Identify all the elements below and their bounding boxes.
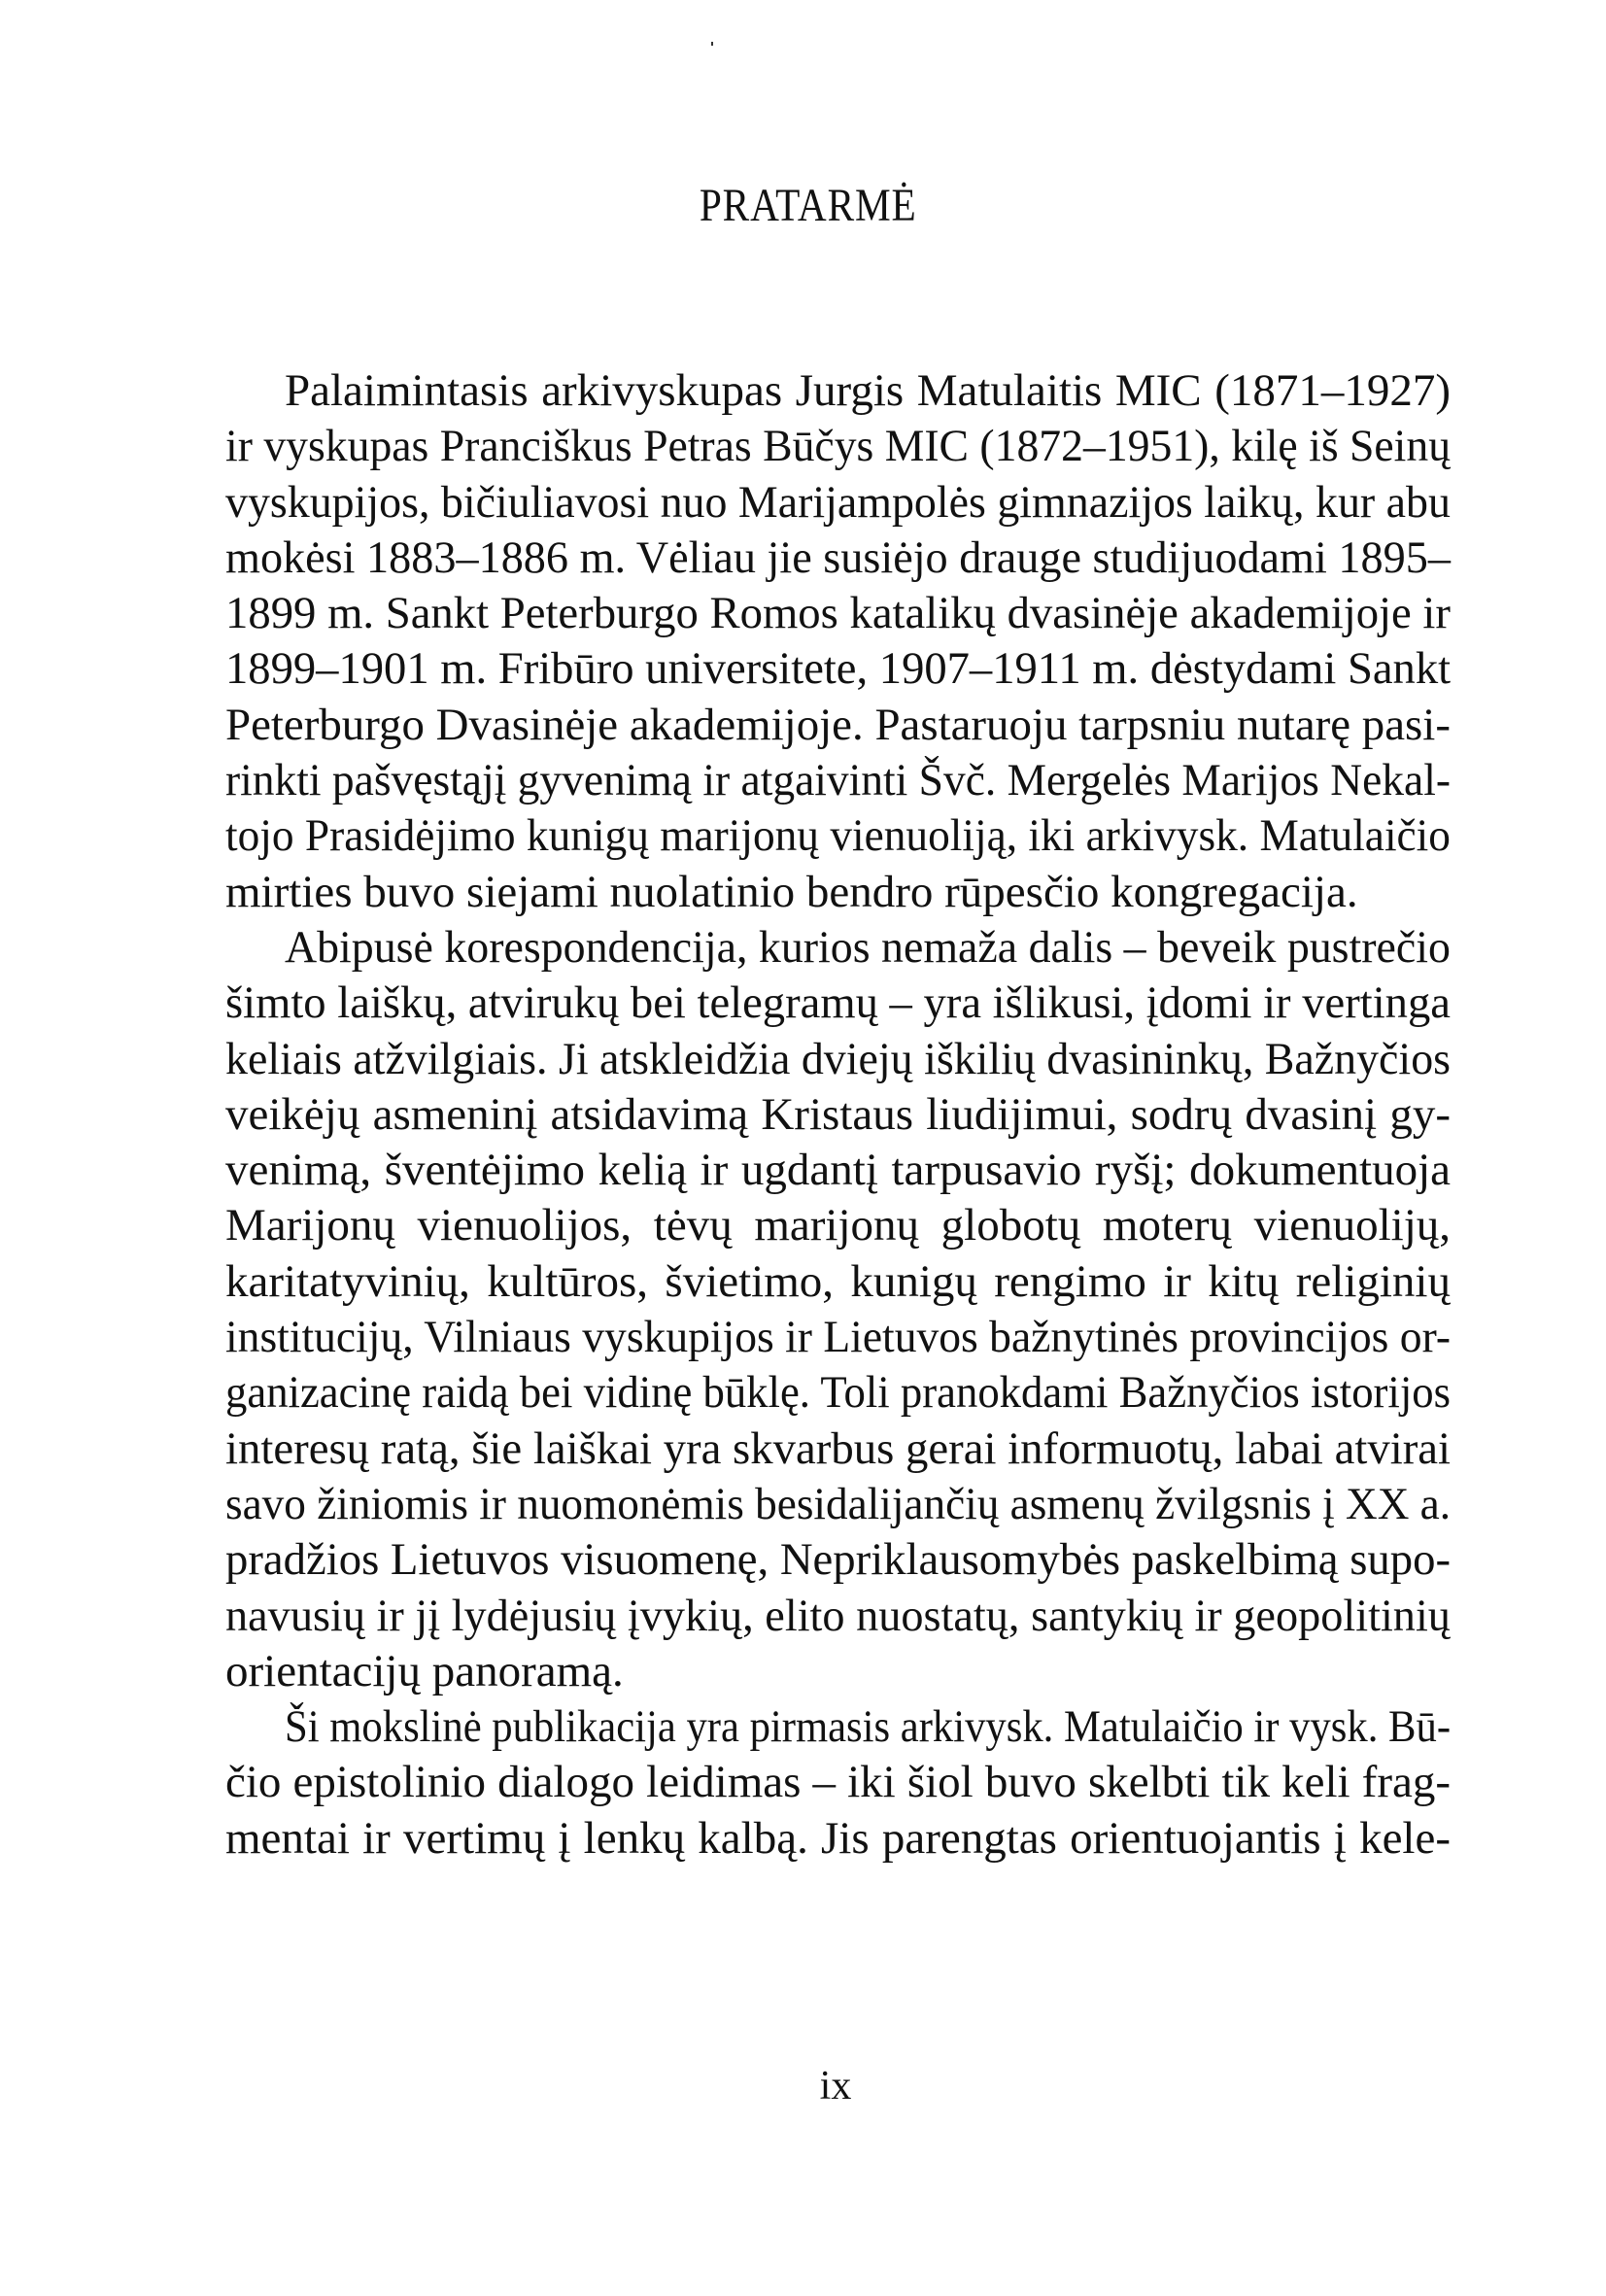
text-line: karitatyvinių, kultūros, švietimo, kunigų rengimo ir kitų religinių [225,1255,1451,1307]
text-line: vyskupijos, bičiuliavosi nuo Marijampolės gimnazijos laikų, kur abu [225,476,1451,528]
text-line: mentai ir vertimų į lenkų kalbą. Jis parengtas orientuojantis į kele- [225,1812,1451,1864]
text-line: tojo Prasidėjimo kunigų marijonų vienuoliją, iki arkivysk. Matulaičio [225,810,1451,862]
text-line: pradžios Lietuvos visuomenę, Nepriklausomybės paskelbimą supo- [225,1534,1452,1586]
text-line: Palaimintasis arkivyskupas Jurgis Matulaitis MIC (1871–1927) [285,365,1451,416]
body-text [225,363,1451,1867]
text-line: Abipusė korespondencija, kurios nemaža dalis – beveik pustrečio [284,921,1451,973]
page-number: ix [819,2064,852,2108]
text-line: mirties buvo siejami nuolatinio bendro rūpesčio kongregacija. [225,866,1358,917]
text-line: savo žiniomis ir nuomonėmis besidalijančių asmenų žvilgsnis į XX a. [225,1478,1452,1529]
paragraph-3 [225,1699,1451,1867]
text-line: Marijonų vienuolijos, tėvų marijonų globotų moterų vienuolijų, [225,1200,1451,1251]
text-line: venimą, šventėjimo kelią ir ugdantį tarpusavio ryšį; dokumentuoja [225,1145,1451,1196]
page-title: PRATARMĖ [699,180,917,231]
text-line: Peterburgo Dvasinėje akademijoje. Pastaruoju tarpsniu nutarę pasi- [225,699,1451,750]
text-line: Ši mokslinė publikacija yra pirmasis arkivysk. Matulaičio ir vysk. Bū- [285,1701,1452,1753]
paragraph-1 [225,363,1451,920]
text-line: institucijų, Vilniaus vyskupijos ir Lietuvos bažnytinės provincijos or- [225,1312,1452,1363]
text-line: šimto laiškų, atvirukų bei telegramų – yra išlikusi, įdomi ir vertinga [225,977,1451,1029]
text-line: orientacijų panoramą. [225,1645,624,1696]
paragraph-2 [225,920,1451,1699]
text-line: čio epistolinio dialogo leidimas – iki šiol buvo skelbti tik keli frag- [225,1757,1451,1808]
text-line: interesų ratą, šie laiškai yra skvarbus gerai informuotų, labai atvirai [225,1422,1452,1474]
text-line: 1899–1901 m. Fribūro universitete, 1907–1911 m. dėstydami Sankt [225,643,1452,695]
text-line: ganizacinę raidą bei vidinę būklę. Toli pranokdami Bažnyčios istorijos [225,1367,1452,1419]
text-line: 1899 m. Sankt Peterburgo Romos katalikų dvasinėje akademijoje ir [225,588,1451,639]
text-line: rinkti pašvęstąjį gyvenimą ir atgaivinti Švč. Mergelės Marijos Nekal- [225,755,1452,806]
text-line: mokėsi 1883–1886 m. Vėliau jie susiėjo drauge studijuodami 1895– [225,531,1451,583]
text-line: veikėjų asmeninį atsidavimą Kristaus liudijimui, sodrų dvasinį gy- [225,1088,1451,1140]
text-line: navusių ir jį lydėjusių įvykių, elito nuostatų, santykių ir geopolitinių [225,1590,1451,1641]
text-line: ir vyskupas Pranciškus Petras Būčys MIC (1872–1951), kilę iš Seinų [225,421,1452,472]
text-line: keliais atžvilgiais. Ji atskleidžia dviejų iškilių dvasininkų, Bažnyčios [225,1033,1452,1084]
scan-speck [711,42,713,46]
